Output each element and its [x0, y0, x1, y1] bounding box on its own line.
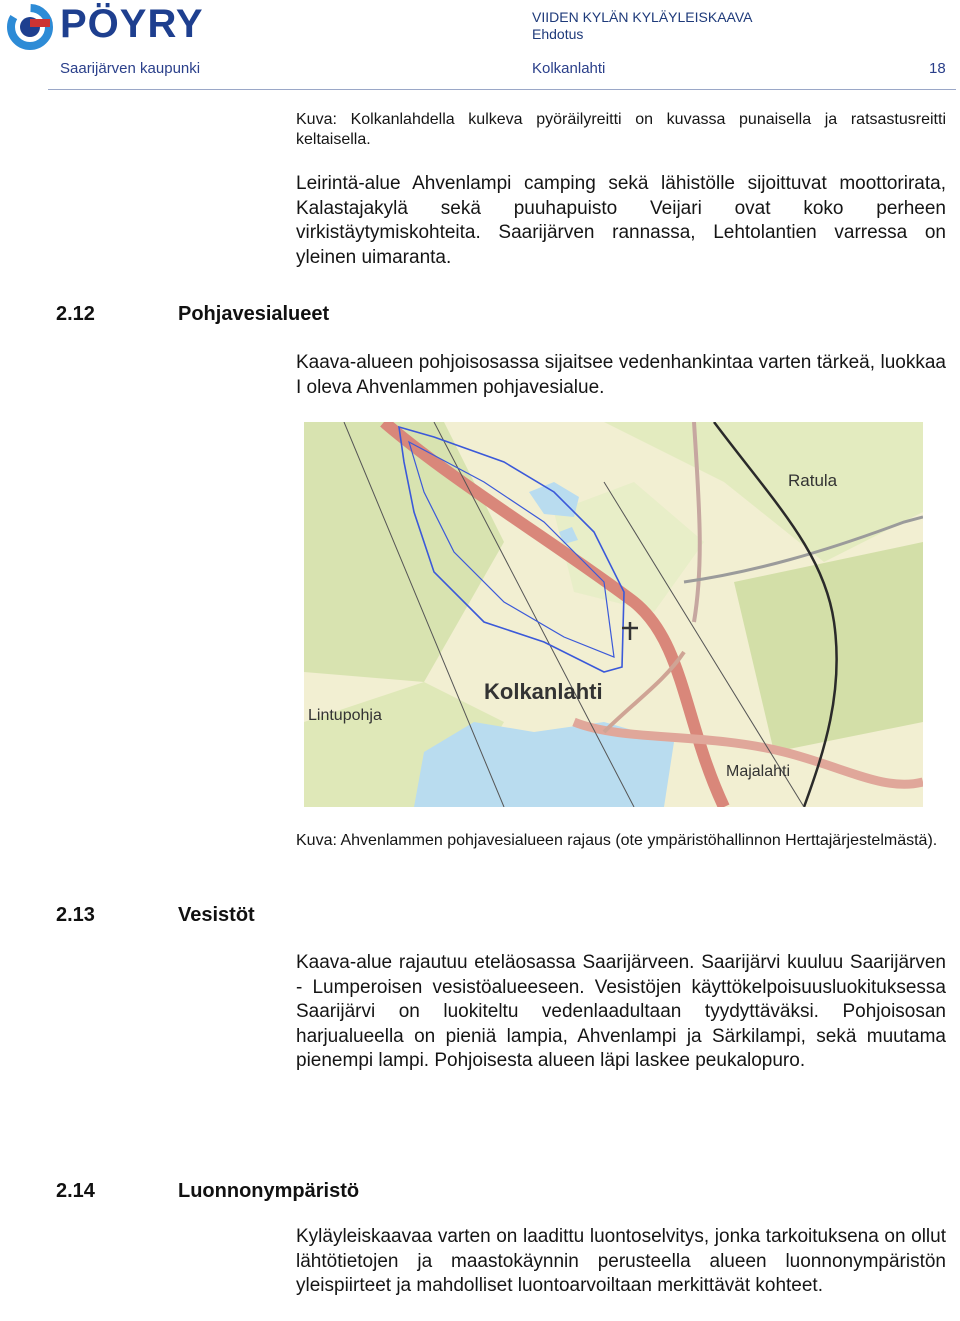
map-label-kolkanlahti: Kolkanlahti [484, 679, 603, 704]
bicycle-route-caption: Kuva: Kolkanlahdella kulkeva pyöräilyreitti on kuvassa punaisella ja ratsastusreitti keltaisella. [296, 111, 946, 148]
section-number-2-13: 2.13 [56, 904, 95, 926]
municipality-label: Saarijärven kaupunki [60, 60, 201, 77]
poyry-logo-icon [6, 4, 56, 50]
map-label-lintupohja: Lintupohja [308, 707, 382, 724]
recreation-paragraph: Leirintä-alue Ahvenlampi camping sekä lähistölle sijoittuvat moottorirata, Kalastajakylä sekä puuhapuisto Veijari ovat koko perheen virkistäytymiskohteita. Saarijärven rannassa, Lehtolantien varressa on yleinen uimaranta. [296, 173, 946, 268]
header-divider [48, 89, 956, 90]
section-title-groundwater: Pohjavesialueet [178, 303, 330, 325]
section-title-natural-environment: Luonnonympäristö [178, 1180, 360, 1202]
waterbodies-paragraph: Kaava-alue rajautuu eteläosassa Saarijärveen. Saarijärvi kuuluu Saarijärven - Lumperoisen vesistöalueeseen. Vesistöjen käyttökelpoisuusluokituksessa Saarijärvi on luokiteltu vedenlaadultaan tyydyttäväksi. Pohjoisosan harjualueella on pieniä lampia, Ahvenlampi ja Särkilampi, sekä muutama pienempi lampi. Pohjoisesta alueen läpi laskee peukalopuro. [296, 952, 946, 1071]
document-title: VIIDEN KYLÄN KYLÄYLEISKAAVA [532, 9, 753, 25]
groundwater-map-caption: Kuva: Ahvenlammen pohjavesialueen rajaus (ote ympäristöhallinnon Herttajärjestelmästä). [296, 832, 938, 849]
map-graphic [304, 422, 923, 807]
logo-wordmark: PÖYRY [60, 2, 204, 46]
groundwater-area-map [304, 422, 923, 807]
section-title-waterbodies: Vesistöt [178, 904, 255, 926]
section-number-2-12: 2.12 [56, 303, 95, 325]
map-label-ratula: Ratula [788, 471, 838, 490]
groundwater-paragraph: Kaava-alueen pohjoisosassa sijaitsee vedenhankintaa varten tärkeä, luokkaa I oleva Ahvenlammen pohjavesialue. [296, 352, 946, 398]
page-number: 18 [929, 60, 946, 77]
document-status: Ehdotus [532, 26, 584, 42]
map-label-majalahti: Majalahti [726, 763, 791, 780]
section-number-2-14: 2.14 [56, 1180, 95, 1202]
village-label: Kolkanlahti [532, 60, 606, 77]
natural-environment-paragraph: Kyläyleiskaavaa varten on laadittu luontoselvitys, jonka tarkoituksena on ollut lähtötietojen ja maastokäynnin perusteella alueen luonnonympäristön yleispiirteet ja mahdolliset luontoarvoiltaan merkittävät kohteet. [296, 1226, 946, 1296]
